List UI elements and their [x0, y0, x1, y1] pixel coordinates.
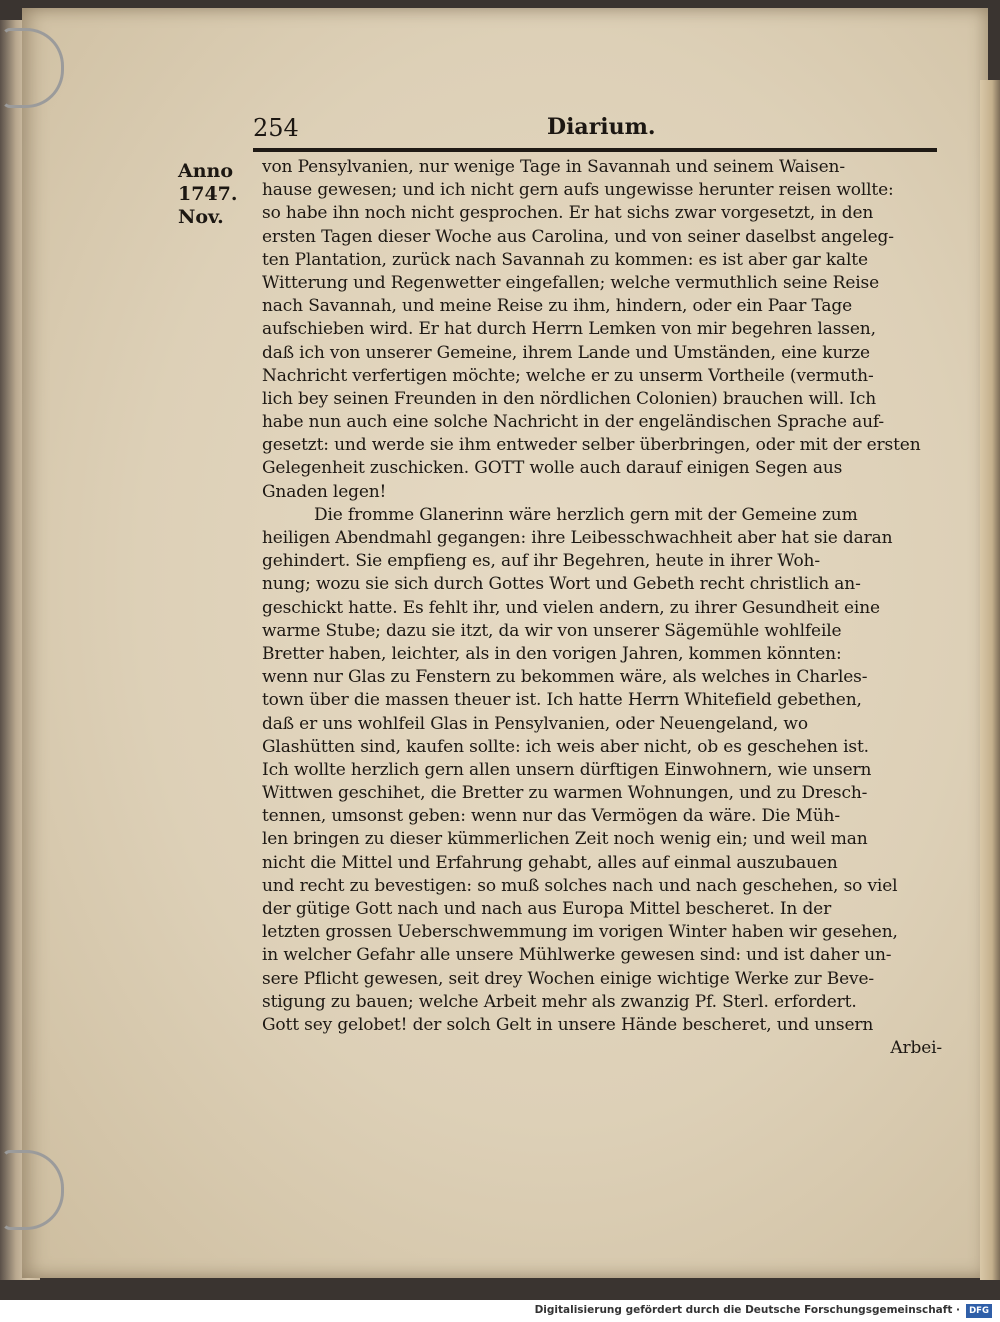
text-line: Gnaden legen! — [262, 481, 387, 502]
text-line: len bringen zu dieser kümmerlichen Zeit noch wenig ein; und weil man — [262, 829, 868, 850]
text-line: daß er uns wohlfeil Glas in Pensylvanien, oder Neuengeland, wo — [262, 713, 808, 734]
text-line: warme Stube; dazu sie itzt, da wir von unserer Sägemühle wohlfeile — [262, 620, 842, 641]
text-line: der gütige Gott nach und nach aus Europa Mittel bescheret. In der — [262, 899, 832, 919]
text-line: habe nun auch eine solche Nachricht in der engeländischen Sprache auf- — [262, 412, 885, 433]
text-line: aufschieben wird. Er hat durch Herrn Lemken von mir begehren lassen, — [262, 319, 876, 340]
body-text — [262, 156, 942, 1060]
text-line: hause gewesen; und ich nicht gern aufs ungewisse herunter reisen wollte: — [262, 180, 894, 201]
text-line: lich bey seinen Freunden in den nördlichen Colonien) brauchen will. Ich — [262, 388, 877, 409]
text-line: stigung zu bauen; welche Arbeit mehr als zwanzig Pf. Sterl. erfordert. — [262, 991, 857, 1012]
text-line: gesetzt: und werde sie ihm entweder selber überbringen, oder mit der ersten — [262, 435, 921, 456]
text-line: geschickt hatte. Es fehlt ihr, und vielen andern, zu ihrer Gesundheit eine — [262, 597, 880, 618]
page-fore-edge — [980, 80, 1000, 1280]
text-line: ten Plantation, zurück nach Savannah zu kommen: es ist aber gar kalte — [262, 249, 868, 270]
paragraph-start-line: Die fromme Glanerinn wäre herzlich gern mit der Gemeine zum — [314, 504, 858, 525]
text-line: Witterung und Regenwetter eingefallen; welche vermuthlich seine Reise — [262, 272, 880, 293]
text-line: Wittwen geschihet, die Bretter zu warmen Wohnungen, und zu Dresch- — [262, 783, 868, 804]
funding-credit: Digitalisierung gefördert durch die Deutsche Forschungsgemeinschaft · — [534, 1304, 960, 1316]
text-line: Gelegenheit zuschicken. GOTT wolle auch darauf einigen Segen aus — [262, 458, 843, 479]
text-line: wenn nur Glas zu Fenstern zu bekommen wäre, als welches in Charles- — [262, 667, 868, 688]
text-line: nicht die Mittel und Erfahrung gehabt, alles auf einmal auszubauen — [262, 852, 838, 873]
header-rule — [253, 148, 937, 152]
text-line: Ich wollte herzlich gern allen unsern dürftigen Einwohnern, wie unsern — [262, 759, 872, 780]
text-line: tennen, umsonst geben: wenn nur das Vermögen da wäre. Die Müh- — [262, 806, 840, 827]
text-line: Nachricht verfertigen möchte; welche er zu unserm Vortheile (vermuth- — [262, 365, 874, 386]
margin-note-line: Nov. — [178, 206, 224, 228]
text-line: so habe ihn noch nicht gesprochen. Er hat sichs zwar vorgesetzt, in den — [262, 203, 874, 224]
footer-bar — [0, 1300, 1000, 1322]
text-line: Bretter haben, leichter, als in den vorigen Jahren, kommen könnten: — [262, 643, 842, 664]
dfg-logo-icon: DFG — [966, 1304, 992, 1318]
catchword: Arbei- — [890, 1038, 942, 1059]
text-line: und recht zu bevestigen: so muß solches nach und nach geschehen, so viel — [262, 875, 898, 896]
running-title: Diarium. — [547, 114, 656, 140]
margin-date-note — [178, 160, 258, 229]
page-number: 254 — [253, 114, 299, 142]
text-line: in welcher Gefahr alle unsere Mühlwerke gewesen sind: und ist daher un- — [262, 945, 892, 966]
page-header — [253, 108, 937, 152]
margin-note-line: 1747. — [178, 183, 238, 205]
text-line: gehindert. Sie empfieng es, auf ihr Begehren, heute in ihrer Woh- — [262, 551, 820, 572]
text-line: town über die massen theuer ist. Ich hatte Herrn Whitefield gebethen, — [262, 690, 862, 711]
text-line: ersten Tagen dieser Woche aus Carolina, und von seiner daselbst angeleg- — [262, 226, 894, 247]
text-line: nach Savannah, und meine Reise zu ihm, hindern, oder ein Paar Tage — [262, 296, 852, 317]
text-line: heiligen Abendmahl gegangen: ihre Leibesschwachheit aber hat sie daran — [262, 528, 893, 548]
text-line: sere Pflicht gewesen, seit drey Wochen einige wichtige Werke zur Beve- — [262, 968, 874, 989]
text-line: Glashütten sind, kaufen sollte: ich weis aber nicht, ob es geschehen ist. — [262, 736, 869, 757]
text-line: daß ich von unserer Gemeine, ihrem Lande und Umständen, eine kurze — [262, 342, 870, 363]
margin-note-line: Anno — [178, 160, 234, 182]
text-line: letzten grossen Ueberschwemmung im vorigen Winter haben wir gesehen, — [262, 922, 898, 943]
text-line: von Pensylvanien, nur wenige Tage in Savannah und seinem Waisen- — [262, 157, 845, 177]
text-line: nung; wozu sie sich durch Gottes Wort und Gebeth recht christlich an- — [262, 574, 861, 595]
text-line: Gott sey gelobet! der solch Gelt in unsere Hände bescheret, und unsern — [262, 1014, 874, 1035]
